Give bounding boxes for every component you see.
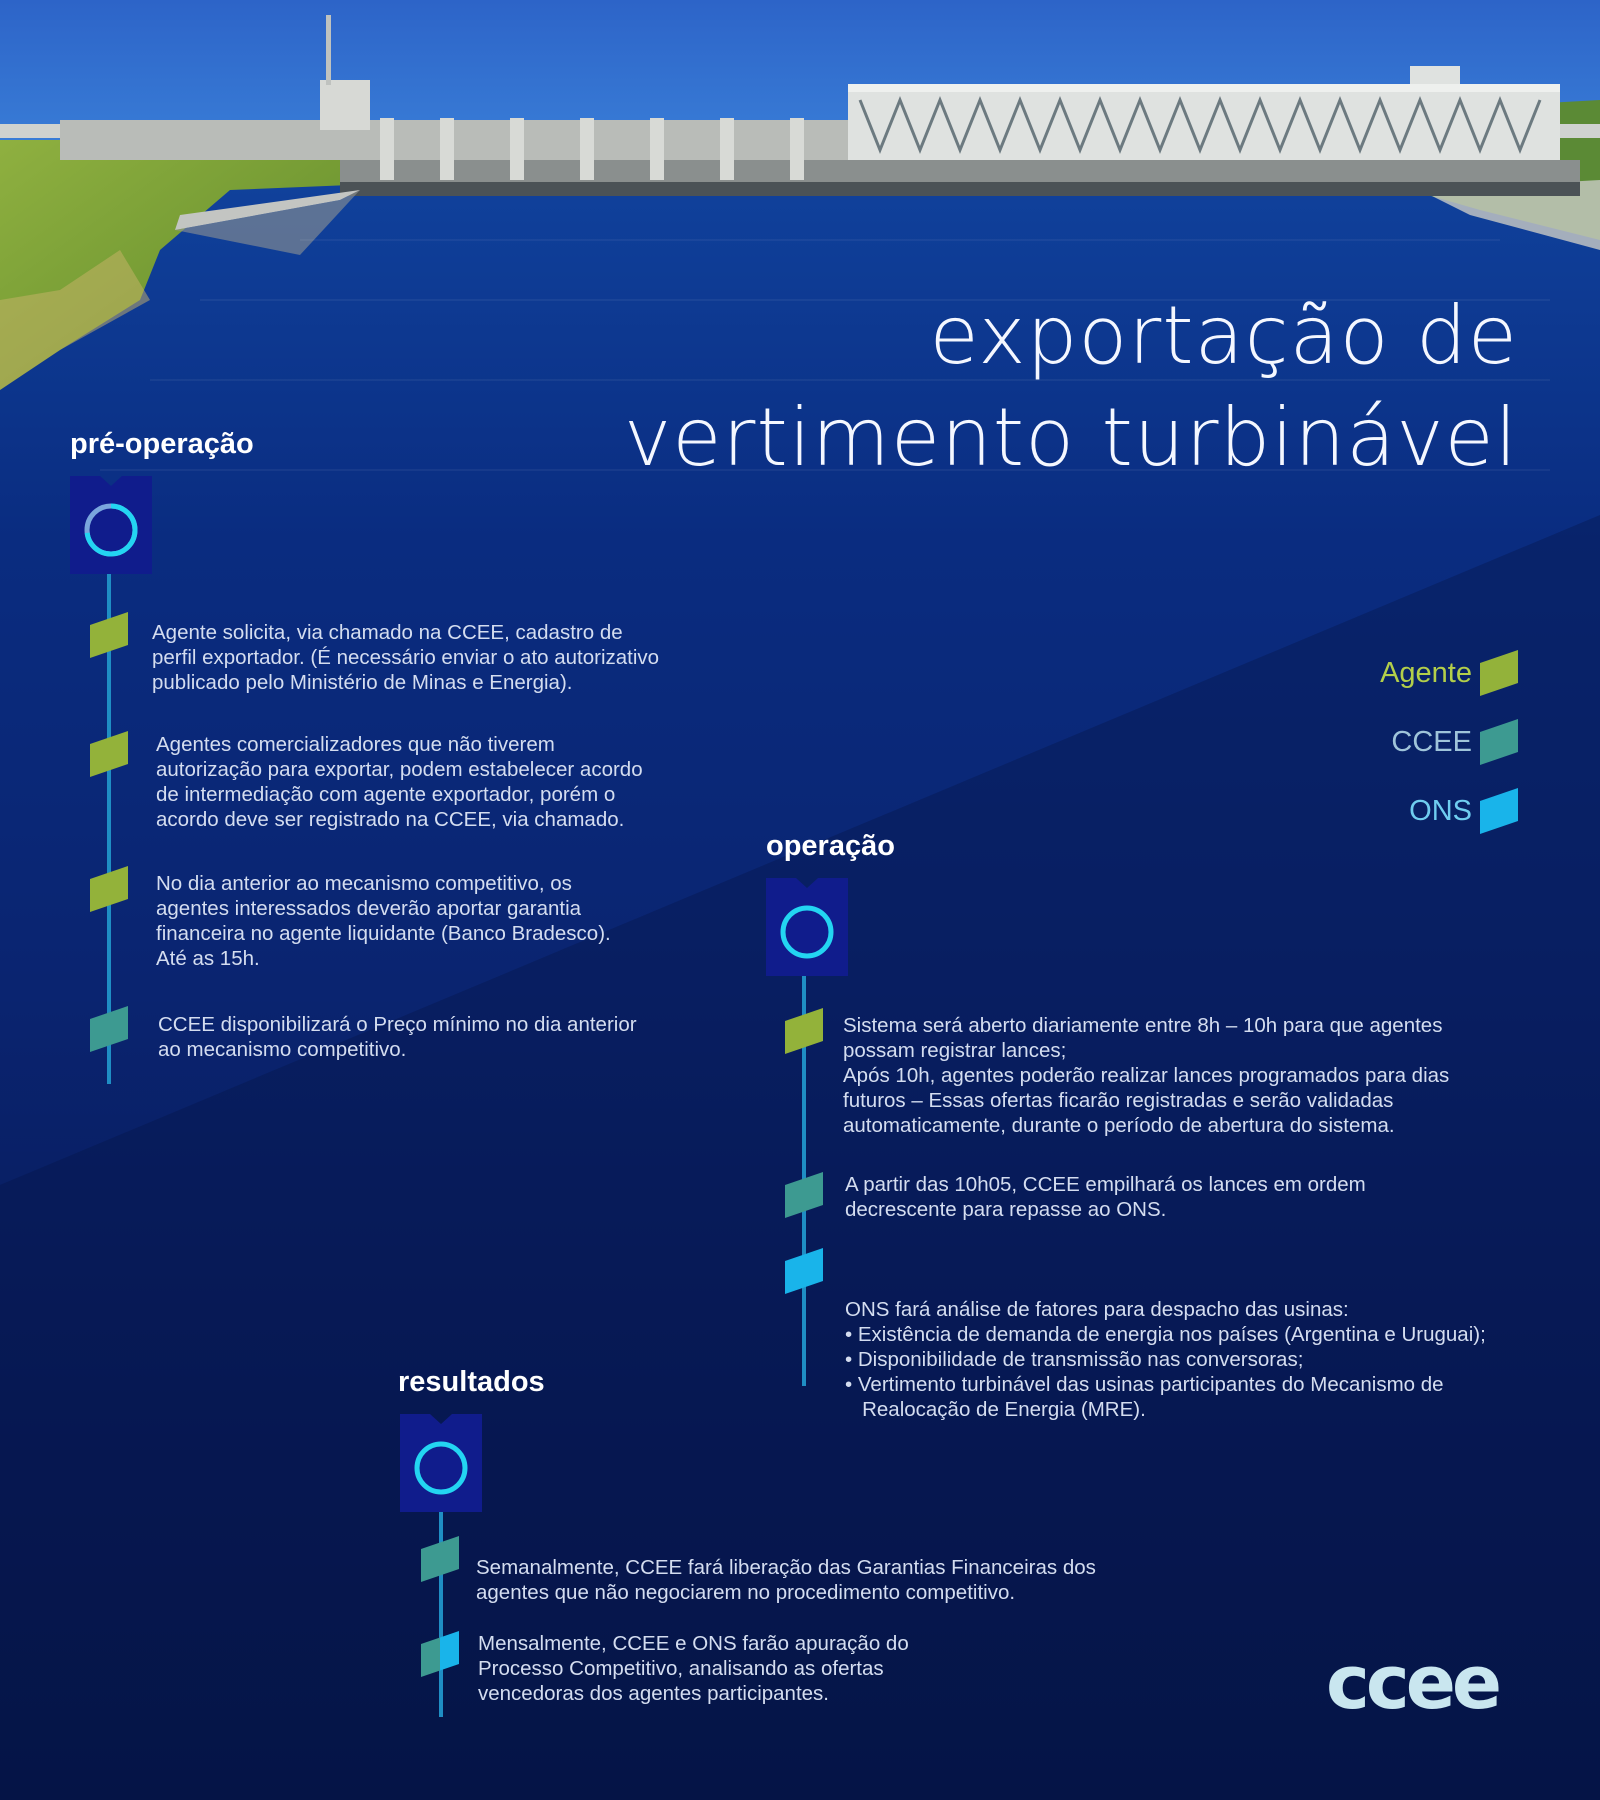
pre-operacao-step-4-text: CCEE disponibilizará o Preço mínimo no dia anterior ao mecanismo competitivo. bbox=[158, 1013, 637, 1061]
ons-color-marker-icon bbox=[1480, 788, 1518, 834]
resultados-step-2-text: Mensalmente, CCEE e ONS farão apuração do Processo Competitivo, analisando as ofertas vencedoras dos agentes participantes. bbox=[478, 1632, 909, 1705]
pre-operacao-step-1-text: Agente solicita, via chamado na CCEE, cadastro de perfil exportador. (É necessário enviar o ato autorizativo publicado pelo Ministério de Minas e Energia). bbox=[152, 621, 660, 694]
legend-item-agente bbox=[1380, 648, 1518, 698]
ccee-step-marker-icon bbox=[90, 1006, 128, 1052]
ccee-logo-text: ccee bbox=[1326, 1650, 1499, 1720]
agente-step-marker-icon bbox=[90, 731, 128, 777]
operacao-step-3-text: ONS fará análise de fatores para despacho das usinas: • Existência de demanda de energia nos países (Argentina e Uruguai); • Disponibilidade de transmissão nas conversoras; • Vertimento turbinável das usinas participantes do Mecanismo de Realocação de Energia (MRE). bbox=[845, 1298, 1486, 1421]
agente-color-marker-icon bbox=[1480, 650, 1518, 696]
legend-label-ccee: CCEE bbox=[1391, 725, 1472, 758]
operacao-step-1-text: Sistema será aberto diariamente entre 8h – 10h para que agentes possam registrar lances; Após 10h, agentes poderão realizar lances programados para dias futuros – Essas ofertas ficarão registradas e serão validadas automaticamente, durante o período de abertura do sistema. bbox=[843, 1014, 1450, 1137]
pre-operacao-step-3-text: No dia anterior ao mecanismo competitivo, os agentes interessados deverão aportar garantia financeira no agente liquidante (Banco Bradesco). Até as 15h. bbox=[156, 872, 611, 970]
agente-step-marker-icon bbox=[90, 612, 128, 658]
operacao-step-2-text: A partir das 10h05, CCEE empilhará os lances em ordem decrescente para repasse ao ONS. bbox=[845, 1173, 1366, 1221]
section-title-resultados: resultados bbox=[398, 1366, 545, 1398]
legend-item-ons bbox=[1409, 786, 1518, 836]
section-title-pre-operacao: pré-operação bbox=[70, 428, 254, 460]
ccee-logo bbox=[1326, 1650, 1518, 1720]
page-title bbox=[624, 285, 1518, 489]
pre-operacao-step-2-text: Agentes comercializadores que não tiverem autorização para exportar, podem estabelecer acordo de intermediação com agente exportador, porém o acordo deve ser registrado na CCEE, via chamado. bbox=[156, 733, 643, 831]
ccee-step-marker-icon bbox=[421, 1536, 459, 1582]
title-line-1: exportação de bbox=[929, 289, 1518, 382]
agente-step-marker-icon bbox=[90, 866, 128, 912]
agente-step-marker-icon bbox=[785, 1008, 823, 1054]
pre-operacao-circle-badge-icon bbox=[70, 476, 152, 574]
ons-step-marker-icon bbox=[785, 1248, 823, 1294]
ccee-ons-step-marker-icon bbox=[421, 1631, 459, 1677]
section-title-operacao: operação bbox=[766, 830, 895, 862]
ccee-step-marker-icon bbox=[785, 1172, 823, 1218]
legend-label-ons: ONS bbox=[1409, 794, 1472, 827]
operacao-circle-badge-icon bbox=[766, 878, 848, 976]
resultados-circle-badge-icon bbox=[400, 1414, 482, 1512]
ccee-color-marker-icon bbox=[1480, 719, 1518, 765]
resultados-step-1-text: Semanalmente, CCEE fará liberação das Garantias Financeiras dos agentes que não negociarem no procedimento competitivo. bbox=[476, 1556, 1096, 1604]
legend-item-ccee bbox=[1391, 717, 1518, 767]
legend-label-agente: Agente bbox=[1380, 656, 1472, 689]
title-line-2: vertimento turbinável bbox=[623, 391, 1518, 484]
